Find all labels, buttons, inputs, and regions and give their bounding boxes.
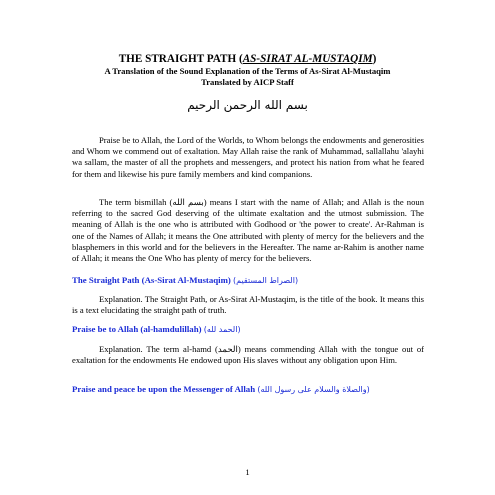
paragraph-intro: Praise be to Allah, the Lord of the Worlds, to Whom belongs the endowments and generosities and Whom we commend out of exaltation. May Allah raise the rank of Muhammad, sallallahu 'alayhi wa sallam, the master of all the prophets and messengers, and protect his nation from what he feared for them and likewise his pure family members and kind companions. (72, 135, 424, 179)
basmala-arabic: بسم الله الرحمن الرحيم (187, 98, 308, 112)
subtitle-line-1: A Translation of the Sound Explanation of the Terms of As-Sirat Al-Mustaqim (104, 66, 391, 76)
heading-text: Praise be to Allah (al-hamdulillah) (72, 324, 202, 334)
document-title (0, 52, 495, 66)
heading-text: Praise and peace be upon the Messenger of Allah (72, 384, 256, 394)
page-number: 1 (245, 467, 250, 477)
heading-praise-be-to-allah (72, 324, 432, 334)
heading-praise-messenger (72, 384, 432, 394)
subtitle-line-2: Translated by AICP Staff (201, 77, 294, 87)
title-suffix: ) (372, 53, 377, 65)
heading-arabic: (والصلاة والسلام على رسول الله) (257, 385, 370, 394)
paragraph-explanation-hamd: Explanation. The term al-hamd (الحمد) means commending Allah with the tongue out of exaltation for the endowments He endowed upon His slaves without any obligation upon Him. (72, 344, 424, 366)
title-prefix: THE STRAIGHT PATH ( (118, 53, 243, 65)
paragraph-bismillah: The term bismillah (بسم الله) means I start with the name of Allah; and Allah is the noun referring to the sacred God deserving of the ultimate exaltation and the utmost submission. The meaning of Allah is the one who is attributed with Godhood or 'the power to create'. Ar-Rahman is one of the Names of Allah; it means the One attributed with plenty of mercy for the believers and the blasphemers in this world and for the believers in the Hereafter. The name ar-Rahim is another name of Allah; it means the One Who has plenty of mercy for the believers. (72, 197, 424, 264)
heading-arabic: (الصراط المستقيم) (233, 276, 299, 285)
heading-text: The Straight Path (As-Sirat Al-Mustaqim) (72, 275, 231, 285)
paragraph-explanation-title: Explanation. The Straight Path, or As-Sirat Al-Mustaqim, is the title of the book. It means this is a text elucidating the straight path of truth. (72, 294, 424, 316)
heading-arabic: (الحمد لله) (203, 325, 241, 334)
heading-straight-path (72, 275, 432, 285)
title-transliteration: AS-SIRAT AL-MUSTAQIM (242, 53, 373, 65)
